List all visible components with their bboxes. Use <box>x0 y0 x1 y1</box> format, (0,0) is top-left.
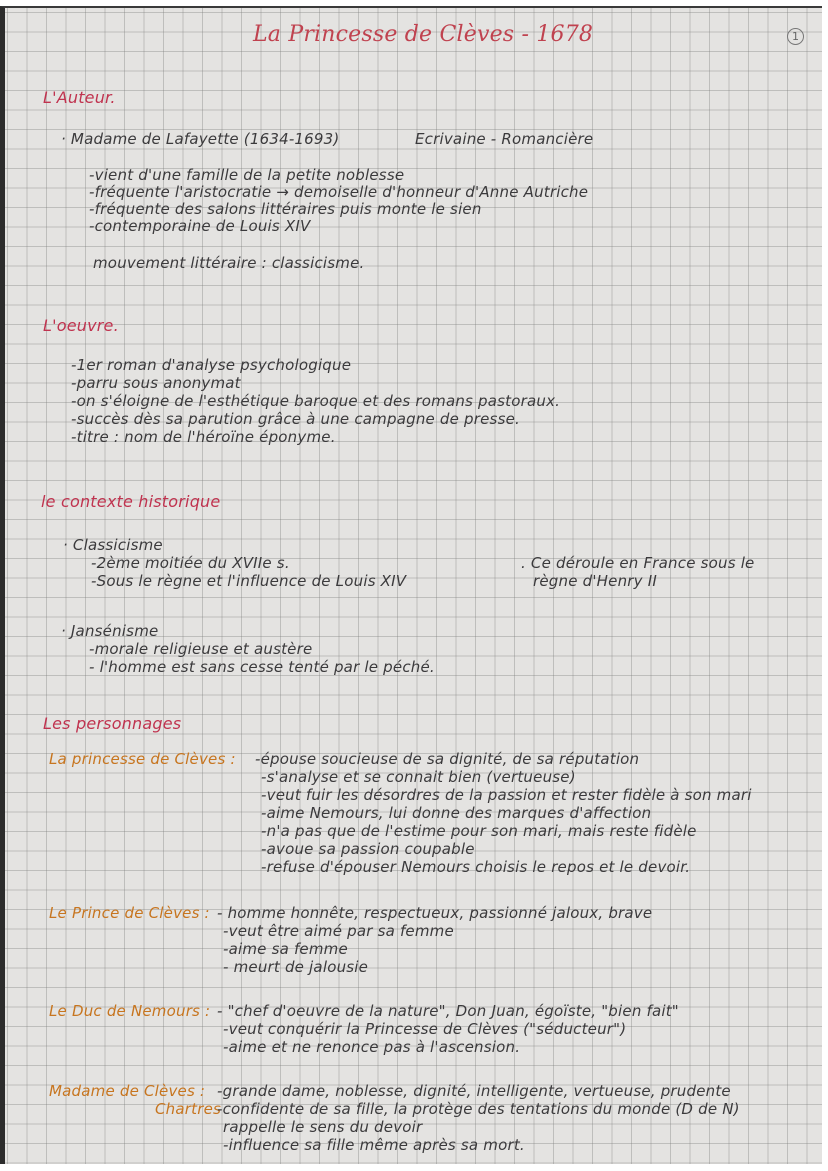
heading-oeuvre: L'oeuvre. <box>43 316 119 335</box>
character-trait: -refuse d'épouser Nemours choisis le repos et le devoir. <box>261 858 691 876</box>
character-name-nemours: Le Duc de Nemours : <box>49 1002 211 1020</box>
author-name: · Madame de Lafayette (1634-1693) <box>61 130 340 148</box>
heading-auteur: L'Auteur. <box>43 88 116 107</box>
character-trait: -aime Nemours, lui donne des marques d'affection <box>261 804 652 822</box>
heading-personnages: Les personnages <box>43 714 182 733</box>
notebook-page <box>0 6 822 1164</box>
character-trait: - meurt de jalousie <box>223 958 369 976</box>
author-point: -vient d'une famille de la petite noblesse <box>89 166 405 184</box>
character-trait: rappelle le sens du devoir <box>223 1118 423 1136</box>
character-trait: -veut fuir les désordres de la passion et rester fidèle à son mari <box>261 786 752 804</box>
character-trait: -aime sa femme <box>223 940 348 958</box>
classicisme-label: · Classicisme <box>63 536 163 554</box>
jansenisme-point: -morale religieuse et austère <box>89 640 313 658</box>
heading-contexte: le contexte historique <box>41 492 221 511</box>
classicisme-side-note: . Ce déroule en France sous le <box>521 554 755 572</box>
classicisme-point: -2ème moitiée du XVIIe s. <box>91 554 290 572</box>
oeuvre-point: -1er roman d'analyse psychologique <box>71 356 352 374</box>
author-role: Ecrivaine - Romancière <box>415 130 594 148</box>
author-point: -contemporaine de Louis XIV <box>89 217 311 235</box>
oeuvre-point: -parru sous anonymat <box>71 374 241 392</box>
character-trait: -veut conquérir la Princesse de Clèves ("séducteur") <box>223 1020 627 1038</box>
author-point: -fréquente l'aristocratie → demoiselle d'honneur d'Anne Autriche <box>89 183 589 201</box>
character-trait: -grande dame, noblesse, dignité, intelligente, vertueuse, prudente <box>217 1082 731 1100</box>
character-name-princesse: La princesse de Clèves : <box>49 750 236 768</box>
page-number-badge: 1 <box>787 28 804 45</box>
classicisme-point: -Sous le règne et l'influence de Louis XIV <box>91 572 407 590</box>
jansenisme-point: - l'homme est sans cesse tenté par le péché. <box>89 658 435 676</box>
character-trait: -n'a pas que de l'estime pour son mari, mais reste fidèle <box>261 822 697 840</box>
character-trait: -veut être aimé par sa femme <box>223 922 454 940</box>
character-trait: - homme honnête, respectueux, passionné jaloux, brave <box>217 904 653 922</box>
oeuvre-point: -on s'éloigne de l'esthétique baroque et des romans pastoraux. <box>71 392 561 410</box>
character-trait: -avoue sa passion coupable <box>261 840 475 858</box>
character-trait: -confidente de sa fille, la protège des tentations du monde (D de N) <box>217 1100 740 1118</box>
jansenisme-label: · Jansénisme <box>61 622 159 640</box>
oeuvre-point: -succès dès sa parution grâce à une campagne de presse. <box>71 410 520 428</box>
character-trait: -s'analyse et se connait bien (vertueuse) <box>261 768 576 786</box>
character-name-prince: Le Prince de Clèves : <box>49 904 210 922</box>
oeuvre-point: -titre : nom de l'héroïne éponyme. <box>71 428 336 446</box>
character-name-madame-alt: Chartres <box>155 1100 222 1118</box>
character-name-madame: Madame de Clèves : <box>49 1082 206 1100</box>
page-title: La Princesse de Clèves - 1678 <box>253 22 594 47</box>
character-trait: -aime et ne renonce pas à l'ascension. <box>223 1038 521 1056</box>
character-trait: -épouse soucieuse de sa dignité, de sa réputation <box>255 750 640 768</box>
literary-movement: mouvement littéraire : classicisme. <box>93 254 365 272</box>
author-point: -fréquente des salons littéraires puis monte le sien <box>89 200 482 218</box>
character-trait: -influence sa fille même après sa mort. <box>223 1136 525 1154</box>
character-trait: - "chef d'oeuvre de la nature", Don Juan, égoïste, "bien fait" <box>217 1002 679 1020</box>
classicisme-side-note: règne d'Henry II <box>533 572 657 590</box>
